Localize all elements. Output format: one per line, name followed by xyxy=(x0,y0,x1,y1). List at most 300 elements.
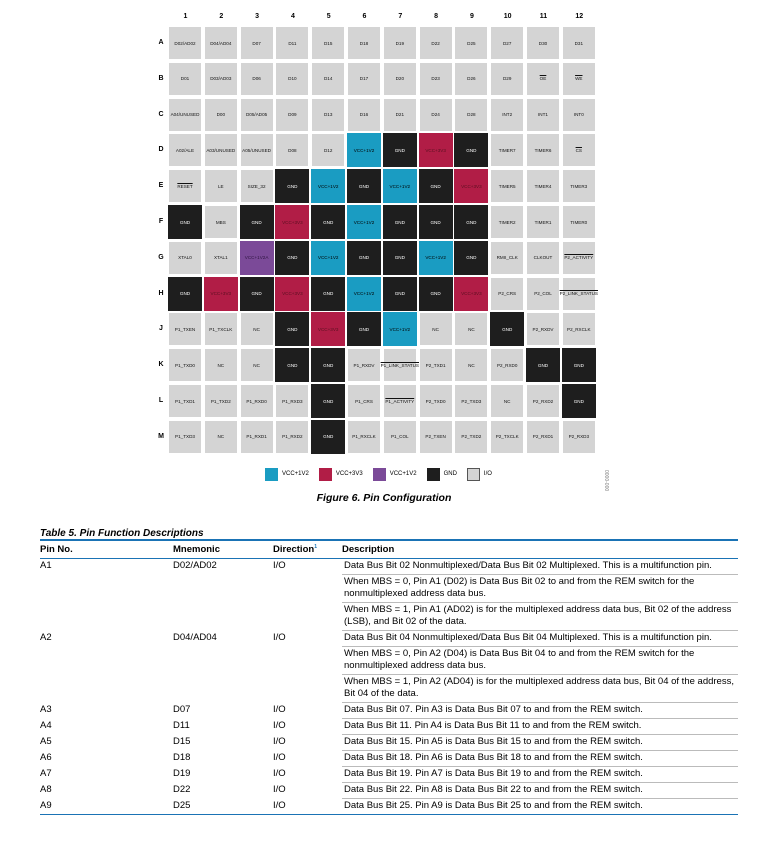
pin-cell xyxy=(275,62,309,96)
pin-label: GND xyxy=(323,434,334,440)
pin-cell xyxy=(311,205,345,239)
pin-cell xyxy=(311,384,345,418)
pin-cell xyxy=(419,348,453,382)
pin-cell xyxy=(168,241,202,275)
pin-cell xyxy=(562,384,596,418)
pin-label: TIMER6 xyxy=(534,147,552,153)
pin-label: P2_CRS xyxy=(498,291,517,297)
pin-cell xyxy=(454,205,488,239)
pin-cell xyxy=(240,277,274,311)
pin-label: D01 xyxy=(180,76,190,82)
pin-label: $\overline{OE}$ xyxy=(539,76,547,82)
pin-label: P2_RXD0 xyxy=(496,362,518,368)
row-header: J xyxy=(159,325,163,333)
pin-label: P2_RXDV xyxy=(532,326,554,332)
pin-label: GND xyxy=(502,326,513,332)
pin-cell xyxy=(347,348,381,382)
pin-cell xyxy=(383,420,417,454)
pin-label: D15 xyxy=(323,40,333,46)
pin-cell xyxy=(562,420,596,454)
pin-label: P1_RXD2 xyxy=(282,434,303,440)
table-row xyxy=(40,675,738,703)
pin-cell xyxy=(562,205,596,239)
pin-label: P2_LINK_STATUS xyxy=(559,291,598,297)
direction-cell: I/O xyxy=(273,560,286,571)
pin-cell xyxy=(380,348,419,382)
pin-label: D00 xyxy=(216,112,226,118)
pin-no-cell xyxy=(40,647,173,675)
pin-label: XTAL0 xyxy=(178,255,192,261)
pin-cell xyxy=(168,384,202,418)
pin-label: GND xyxy=(179,219,191,225)
pin-label: TIMER3 xyxy=(570,183,588,189)
pin-label: NC xyxy=(253,362,260,368)
table-row xyxy=(40,703,738,719)
pin-cell xyxy=(204,26,238,60)
pin-label: P2_RXD1 xyxy=(532,434,554,440)
pin-cell xyxy=(347,241,381,275)
table-row xyxy=(40,631,738,647)
pin-cell xyxy=(562,348,596,382)
pin-label: P1_LINK_STATUS xyxy=(380,362,419,368)
pin-cell xyxy=(204,62,238,96)
pin-cell xyxy=(454,277,488,311)
pin-label: VCC+1V2 xyxy=(317,183,339,189)
pin-cell xyxy=(562,98,596,132)
mnemonic-cell: D19 xyxy=(173,767,191,779)
pin-label: P1_TXD2 xyxy=(210,398,231,404)
row-header: E xyxy=(158,182,164,190)
pin-label: D19 xyxy=(395,40,405,46)
pin-label: P1_TXCLK xyxy=(209,326,233,332)
pin-cell xyxy=(454,384,488,418)
pin-cell xyxy=(168,98,202,132)
row-header: F xyxy=(158,218,164,225)
pin-cell xyxy=(526,312,560,346)
pin-label: D06 xyxy=(252,76,261,82)
pin-label: GND xyxy=(430,183,441,189)
pin-cell xyxy=(419,312,453,346)
pin-label: P1_TXEN xyxy=(174,326,196,332)
pin-cell xyxy=(240,169,274,203)
row-header: M xyxy=(158,432,164,440)
pin-cell xyxy=(311,62,345,96)
pin-cell xyxy=(419,241,453,275)
pin-cell xyxy=(240,348,274,382)
pin-label: GND xyxy=(394,255,405,261)
pin-label: GND xyxy=(466,219,477,225)
pin-cell xyxy=(240,205,274,239)
pin-cell xyxy=(347,420,381,454)
legend-label: I/O xyxy=(483,471,492,477)
column-header: 5 xyxy=(326,13,331,20)
pin-cell xyxy=(383,133,417,167)
pin-cell xyxy=(347,26,381,60)
pin-cell xyxy=(311,348,345,382)
pin-label: P1_RXD0 xyxy=(246,398,267,404)
direction-cell: I/O xyxy=(273,799,342,815)
pin-cell xyxy=(275,169,309,203)
header-direction-label: Direction xyxy=(273,544,315,556)
pin-label: GND xyxy=(251,291,262,297)
column-header: 4 xyxy=(290,13,295,20)
pin-cell xyxy=(490,348,524,382)
description-cell: Data Bus Bit 07. Pin A3 is Data Bus Bit 07 to and from the REM switch. xyxy=(342,703,738,719)
pin-label: D29 xyxy=(502,76,512,82)
pin-label: VCC+3V3 xyxy=(317,326,339,332)
pin-cell xyxy=(275,133,309,167)
pin-no-cell: A2 xyxy=(40,631,52,643)
legend-label: VCC+3V3 xyxy=(335,471,363,477)
column-header: 6 xyxy=(362,13,367,20)
pin-cell xyxy=(347,205,381,239)
pin-label: P1_TXD0 xyxy=(175,362,195,368)
pin-label: P2_TXD3 xyxy=(461,398,482,404)
pin-label: P2_TXEN xyxy=(425,434,446,440)
pin-cell xyxy=(419,277,453,311)
row-header: L xyxy=(158,397,164,404)
pin-cell xyxy=(383,62,417,96)
description-cell: When MBS = 0, Pin A2 (D04) is Data Bus Bit 04 to and from the REM switch for the nonmultiplexed address data bus. xyxy=(342,647,738,675)
pin-cell xyxy=(383,312,417,346)
direction-cell: I/O xyxy=(273,719,286,731)
pin-cell xyxy=(526,277,560,311)
pin-label: P1_RXDV xyxy=(353,362,375,368)
pin-label: D11 xyxy=(288,40,297,46)
pin-label: GND xyxy=(573,362,584,368)
table-title: Table 5. Pin Function Descriptions xyxy=(40,528,204,539)
pin-cell xyxy=(240,133,274,167)
legend-swatch xyxy=(467,468,480,481)
column-header: 10 xyxy=(503,13,512,20)
header-pin-no: Pin No. xyxy=(40,540,173,559)
pin-cell xyxy=(347,312,381,346)
pin-label: VCC+1V2 xyxy=(389,183,411,189)
pin-cell xyxy=(240,384,274,418)
pin-no-cell: A5 xyxy=(40,735,52,747)
mnemonic-cell: D02/AD02 xyxy=(173,560,217,571)
pin-legend xyxy=(265,466,502,482)
table-row xyxy=(40,767,738,783)
mnemonic-cell: D25 xyxy=(173,799,273,815)
pin-label: VCC+1V2 xyxy=(353,291,375,297)
table-row xyxy=(40,719,738,735)
description-cell: Data Bus Bit 19. Pin A7 is Data Bus Bit 19 to and from the REM switch. xyxy=(342,767,738,783)
pin-cell xyxy=(383,277,417,311)
row-header: C xyxy=(158,110,164,118)
pin-label: GND xyxy=(287,255,298,261)
pin-label: A02/ALE xyxy=(175,147,195,153)
pin-cell xyxy=(419,384,453,418)
pin-cell xyxy=(275,98,309,132)
pin-label: RMII_CLK xyxy=(496,255,518,261)
pin-label: P2_TXD2 xyxy=(461,434,482,440)
row-header: G xyxy=(158,253,164,261)
pin-cell xyxy=(490,205,524,239)
row-header: A xyxy=(158,39,164,46)
pin-label: TIMER0 xyxy=(570,219,588,225)
pin-label: P1_RXCLK xyxy=(352,434,376,440)
pin-cell xyxy=(275,241,309,275)
pin-cell xyxy=(419,169,453,203)
pin-label: GND xyxy=(179,291,191,297)
direction-cell: I/O xyxy=(273,751,286,763)
direction-cell: I/O xyxy=(273,735,286,747)
pin-cell xyxy=(526,241,560,275)
mnemonic-cell xyxy=(173,603,273,631)
pin-cell xyxy=(454,420,488,454)
pin-cell xyxy=(204,420,238,454)
pin-label: P2_COL xyxy=(534,291,552,297)
pin-cell xyxy=(562,312,596,346)
pin-label: INT0 xyxy=(573,112,584,118)
pin-label: P1_TXD1 xyxy=(175,398,195,404)
direction-cell: I/O xyxy=(273,767,286,779)
pin-cell xyxy=(311,241,345,275)
pin-label: GND xyxy=(394,219,405,225)
pin-label: VCC+3V3 xyxy=(461,183,482,189)
description-cell: Data Bus Bit 11. Pin A4 is Data Bus Bit 11 to and from the REM switch. xyxy=(342,719,738,735)
direction-cell xyxy=(273,675,342,703)
pin-label: D07 xyxy=(252,40,261,46)
pin-label: P1_RXD3 xyxy=(282,398,303,404)
pin-label: D14 xyxy=(323,76,333,82)
pin-cell xyxy=(419,98,453,132)
pin-cell xyxy=(204,312,238,346)
pin-label: VCC+3V3 xyxy=(210,291,232,297)
pin-label: GND xyxy=(287,183,298,189)
direction-cell: I/O xyxy=(273,783,286,795)
pin-label: CLKOUT xyxy=(533,255,553,261)
table-header-row xyxy=(40,540,738,559)
pin-cell xyxy=(454,241,488,275)
pin-no-cell: A4 xyxy=(40,719,52,731)
legend-label: GND xyxy=(443,471,457,477)
pin-cell xyxy=(347,62,381,96)
pin-label: GND xyxy=(323,291,334,297)
pin-cell xyxy=(347,98,381,132)
description-cell: Data Bus Bit 22. Pin A8 is Data Bus Bit 22 to and from the REM switch. xyxy=(342,783,738,799)
legend-item xyxy=(373,468,417,481)
pin-cell xyxy=(490,98,524,132)
pin-label: GND xyxy=(394,147,405,153)
pin-cell xyxy=(311,312,345,346)
pin-label: D30 xyxy=(538,40,548,46)
pin-cell xyxy=(168,348,202,382)
pin-label: GND xyxy=(287,326,298,332)
figure-caption: Figure 6. Pin Configuration xyxy=(316,492,452,504)
pin-label: $\overline{CS}$ xyxy=(575,147,582,153)
mnemonic-cell xyxy=(173,675,273,703)
pin-label: VCC+3V3 xyxy=(282,219,303,225)
pin-label: TIMER1 xyxy=(534,219,552,225)
pin-no-cell: A7 xyxy=(40,767,52,779)
pin-label: GND xyxy=(358,326,370,332)
pin-cell xyxy=(275,205,309,239)
column-header: 11 xyxy=(539,13,548,20)
pin-cell xyxy=(419,133,453,167)
legend-swatch xyxy=(265,468,278,481)
pin-cell xyxy=(454,133,488,167)
pin-label: VCC+1V2 xyxy=(353,219,375,225)
pin-cell xyxy=(240,98,274,132)
pin-cell xyxy=(168,133,202,167)
pin-cell xyxy=(454,169,488,203)
pin-cell xyxy=(383,241,417,275)
pin-cell xyxy=(526,26,560,60)
direction-cell xyxy=(273,647,342,675)
pin-cell xyxy=(454,26,488,60)
pin-label: GND xyxy=(430,291,441,297)
pin-cell xyxy=(383,98,417,132)
pin-cell xyxy=(204,205,238,239)
pin-label: D25 xyxy=(467,40,476,46)
pin-label: P1_CRS xyxy=(355,398,373,404)
pin-cell xyxy=(490,26,524,60)
pin-cell xyxy=(168,26,202,60)
pin-no-cell: A8 xyxy=(40,783,52,795)
row-header: K xyxy=(158,361,164,369)
pin-cell xyxy=(204,133,238,167)
description-cell: When MBS = 1, Pin A1 (AD02) is for the multiplexed address data bus, Bit 02 of the address (LSB), and Bit 02 of the data. xyxy=(342,603,738,631)
pin-label: NC xyxy=(217,434,225,440)
pin-label: NC xyxy=(432,326,439,332)
pin-cell xyxy=(240,312,274,346)
pin-cell xyxy=(204,169,238,203)
table-row xyxy=(40,799,738,815)
table-row xyxy=(40,783,738,799)
pin-cell xyxy=(526,205,560,239)
pin-label: SIZE_32 xyxy=(247,183,266,189)
direction-cell xyxy=(273,575,342,603)
legend-label: VCC+1V2 xyxy=(389,471,417,477)
pin-label: GND xyxy=(323,219,334,225)
column-header: 3 xyxy=(255,13,260,20)
pin-label: TIMER5 xyxy=(498,183,516,189)
pin-cell xyxy=(311,26,345,60)
pin-cell xyxy=(204,277,238,311)
pin-cell xyxy=(347,277,381,311)
pin-cell xyxy=(490,133,524,167)
pin-cell xyxy=(311,133,345,167)
legend-item xyxy=(319,468,363,481)
row-header: B xyxy=(158,74,164,82)
pin-label: VCC+1V2 xyxy=(317,255,339,261)
pin-cell xyxy=(526,62,560,96)
column-header: 7 xyxy=(398,13,403,20)
pin-label: P2_ACTIVITY xyxy=(564,255,594,261)
pin-label: VCC+1V2 xyxy=(425,255,446,261)
table-row xyxy=(40,647,738,675)
pin-label: D16 xyxy=(359,112,369,118)
pin-cell xyxy=(562,169,596,203)
row-header: D xyxy=(158,146,164,154)
column-header: 9 xyxy=(469,13,474,20)
pin-cell xyxy=(204,348,238,382)
mnemonic-cell: D11 xyxy=(173,719,190,731)
pin-cell xyxy=(383,26,417,60)
pin-cell xyxy=(562,241,596,275)
figure-id: 0000-000 xyxy=(603,470,609,492)
pin-label: INT2 xyxy=(502,112,513,118)
pin-no-cell: A3 xyxy=(40,703,52,715)
pin-label: P2_RXD3 xyxy=(568,434,590,440)
description-cell: Data Bus Bit 02 Nonmultiplexed/Data Bus Bit 02 Multiplexed. This is a multifunction pin. xyxy=(342,559,738,575)
pin-cell xyxy=(275,420,309,454)
row-header: H xyxy=(158,289,164,297)
pin-label: D12 xyxy=(323,147,333,153)
pin-cell xyxy=(275,312,309,346)
pin-cell xyxy=(240,241,274,275)
pin-cell xyxy=(275,26,309,60)
pin-label: P2_TXD0 xyxy=(425,398,446,404)
pin-cell xyxy=(168,312,202,346)
pin-label: D13 xyxy=(323,112,333,118)
pin-label: GND xyxy=(358,183,370,189)
pin-cell xyxy=(490,169,524,203)
pin-cell xyxy=(275,277,309,311)
pin-cell xyxy=(311,277,345,311)
pin-cell xyxy=(168,277,202,311)
pin-cell xyxy=(526,133,560,167)
pin-label: RESET xyxy=(177,183,193,189)
pin-label: $\overline{WE}$ xyxy=(575,76,583,82)
pin-label: D24 xyxy=(431,112,440,118)
legend-item xyxy=(467,468,492,481)
pin-function-table xyxy=(40,539,738,815)
pin-no-cell: A6 xyxy=(40,751,52,763)
description-cell: Data Bus Bit 25. Pin A9 is Data Bus Bit 25 to and from the REM switch. xyxy=(342,799,738,815)
pin-label: VCC+3V3 xyxy=(425,147,446,153)
pin-cell xyxy=(490,241,524,275)
mnemonic-cell: D22 xyxy=(173,783,191,795)
legend-swatch xyxy=(319,468,332,481)
mnemonic-cell xyxy=(173,647,273,675)
pin-cell xyxy=(526,420,560,454)
pin-cell xyxy=(311,420,345,454)
column-header: 2 xyxy=(219,13,224,20)
mnemonic-cell: D18 xyxy=(173,751,191,763)
pin-label: XTAL1 xyxy=(213,255,228,261)
pin-cell xyxy=(383,169,417,203)
pin-label: GND xyxy=(466,255,477,261)
pin-cell xyxy=(490,420,524,454)
pin-cell xyxy=(347,133,381,167)
pin-label: GND xyxy=(323,362,334,368)
pin-cell xyxy=(168,169,202,203)
legend-swatch xyxy=(373,468,386,481)
pin-cell xyxy=(490,62,524,96)
pin-cell xyxy=(240,26,274,60)
pin-label: D31 xyxy=(574,40,584,46)
pin-cell xyxy=(526,384,560,418)
pin-cell xyxy=(419,62,453,96)
pin-label: VCC+1V2 xyxy=(353,147,375,153)
pin-label: D28 xyxy=(467,112,476,118)
pin-label: GND xyxy=(251,219,262,225)
pin-cell xyxy=(559,277,598,311)
pin-label: A03/UNUSED xyxy=(206,147,236,153)
pin-label: GND xyxy=(537,362,549,368)
pin-cell xyxy=(454,312,488,346)
pin-label: A04/UNUSED xyxy=(170,112,200,118)
pin-label: GND xyxy=(466,147,477,153)
pin-label: TIMER2 xyxy=(498,219,516,225)
pin-label: GND xyxy=(573,398,584,404)
pin-cell xyxy=(490,277,524,311)
pin-cell xyxy=(347,169,381,203)
pin-label: P2_RXCLK xyxy=(567,326,591,332)
